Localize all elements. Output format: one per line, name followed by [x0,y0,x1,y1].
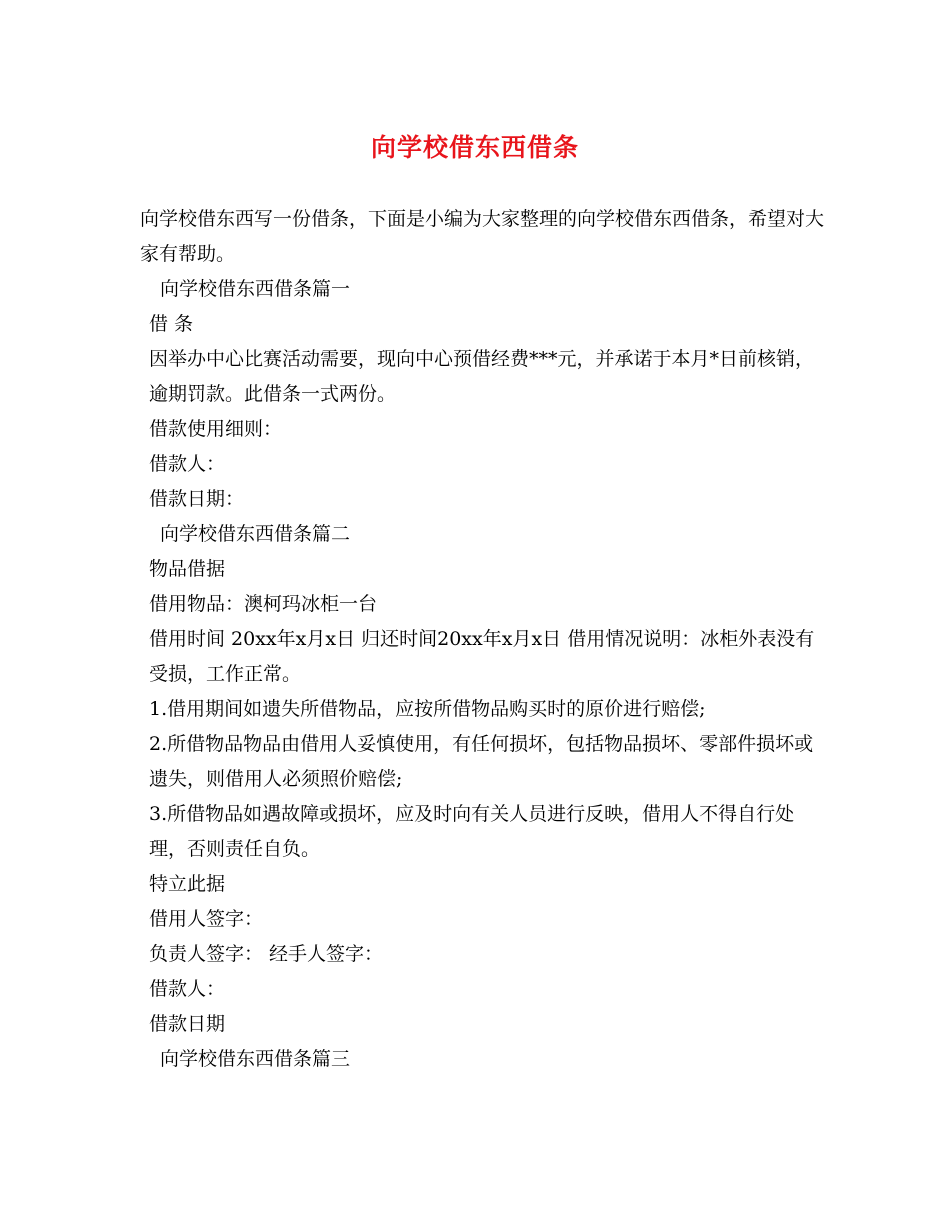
document-title: 向学校借东西借条 [370,133,579,162]
borrower-label: 借款人： [149,453,226,475]
borrower-signature-label: 借用人签字： [149,908,264,930]
rule-1: 1.借用期间如遗失所借物品，应按所借物品购买时的原价进行赔偿; [149,698,706,720]
rule-2: 2.所借物品物品由借用人妥慎使用，有任何损坏，包括物品损坏、零部件损坏或遗失，则借用人必须照价赔偿; [149,733,814,790]
receipt-heading: 物品借据 [149,558,226,580]
loan-date-label-2: 借款日期 [149,1013,226,1035]
borrowed-item: 借用物品：澳柯玛冰柜一台 [149,593,378,615]
borrow-time-statement: 借用时间 20xx年x月x日 归还时间20xx年x月x日 借用情况说明：冰柜外表没有受损，工作正常。 [149,628,815,685]
intro-paragraph: 向学校借东西写一份借条，下面是小编为大家整理的向学校借东西借条，希望对大家有帮助。 [140,208,825,265]
supervisor-handler-signature-label: 负责人签字： 经手人签字： [149,943,384,965]
loan-statement: 因举办中心比赛活动需要，现向中心预借经费***元，并承诺于本月*日前核销，逾期罚款。此借条一式两份。 [149,348,815,405]
loan-date-label: 借款日期： [149,488,245,510]
borrower-label-2: 借款人： [149,978,226,1000]
loan-rules-label: 借款使用细则： [149,418,283,440]
document-body [140,202,830,1077]
hereby-certify: 特立此据 [149,873,226,895]
iou-heading: 借 条 [149,313,194,335]
section-heading-1: 向学校借东西借条篇一 [160,278,351,300]
section-heading-3: 向学校借东西借条篇三 [160,1048,351,1070]
section-heading-2: 向学校借东西借条篇二 [160,523,351,545]
rule-3: 3.所借物品如遇故障或损坏，应及时向有关人员进行反映，借用人不得自行处理，否则责任自负。 [149,803,795,860]
